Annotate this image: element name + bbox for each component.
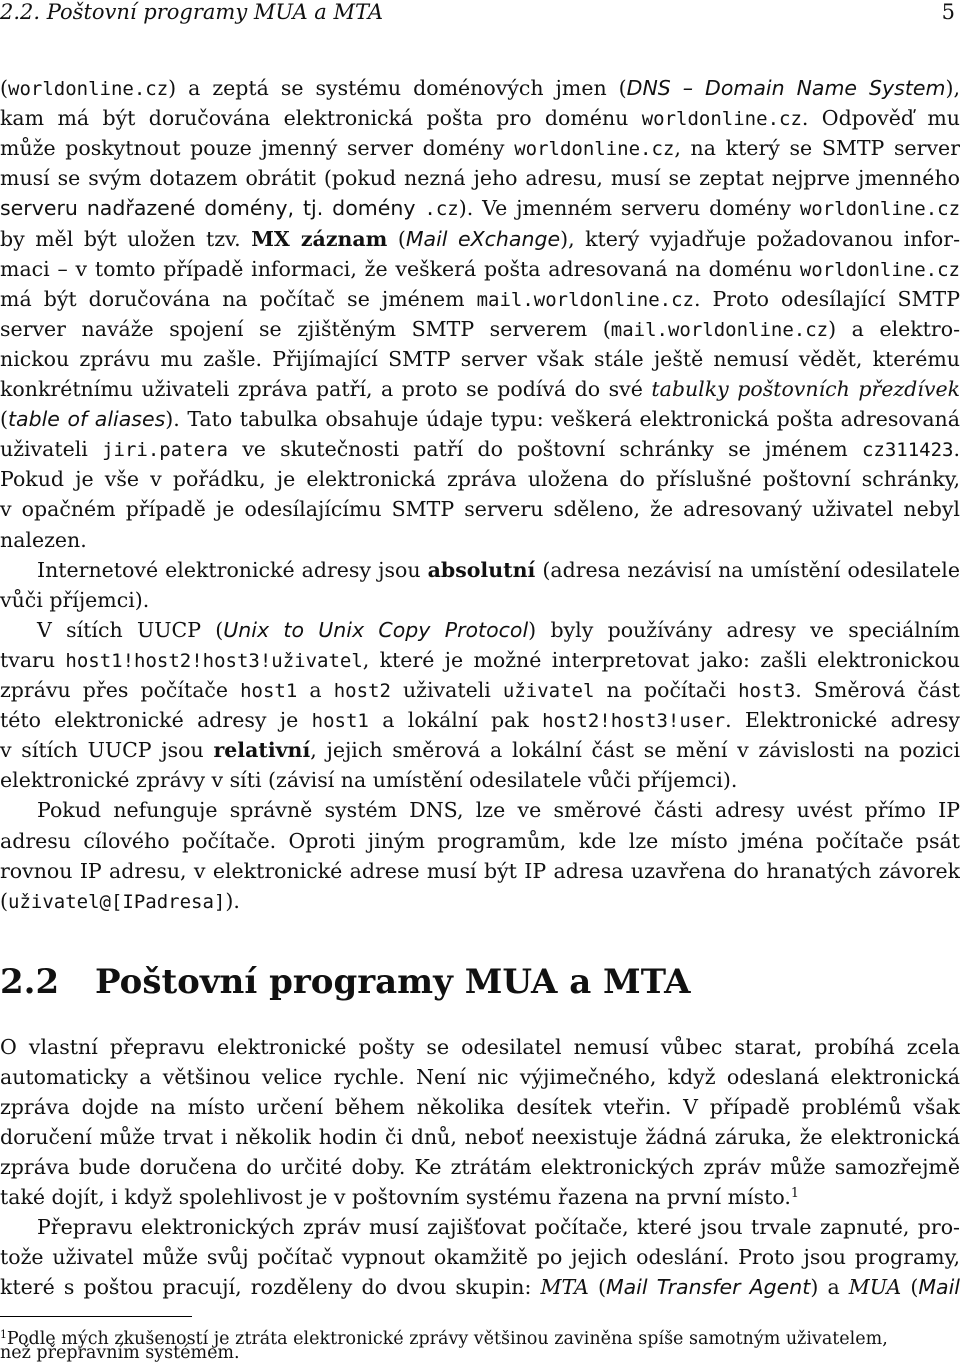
text-run: .cz — [424, 198, 459, 221]
text-line — [0, 374, 960, 404]
text-run: tvaru — [0, 647, 66, 672]
text-run: host3 — [738, 680, 796, 702]
text-run: jiri.patera — [102, 439, 228, 462]
text-run: uživateli — [390, 678, 503, 702]
text-run: host1 — [311, 710, 369, 733]
text-run: , na který se SMTP server — [674, 136, 960, 161]
text-run: na počítači — [594, 678, 739, 702]
text-line — [0, 1062, 960, 1092]
text-run: Mail eXchange — [405, 226, 561, 251]
text-run: zpráva bude doručena do určité doby. Ke ztrátám elektronických zpráv může samozřejmě — [0, 1155, 960, 1179]
footnote-marker: 1 — [0, 1328, 7, 1342]
text-run: maci – v tomto případě informaci, že veškerá pošta adresovaná na doménu — [0, 256, 800, 281]
section-heading — [0, 962, 691, 1002]
text-run: by měl být uložen tzv. — [0, 226, 252, 251]
text-run: . Odpověď mu — [801, 106, 960, 131]
text-run: host1 — [240, 680, 298, 702]
text-run: v opačném případě je odesílajícímu SMTP serveru sděleno, že adresovaný uživatel nebyl — [0, 497, 960, 522]
text-run: ( — [588, 1275, 606, 1299]
text-run: elektronické zprávy v síti (závisí na umístění odesilatele vůči příjemci). — [0, 768, 738, 793]
text-run: ), — [945, 76, 960, 100]
text-line — [0, 464, 960, 494]
text-run: cz311423 — [861, 439, 954, 462]
text-run: 1 — [790, 1185, 799, 1201]
text-run: také dojít, i když spolehlivost je v poštovním systému řazena na první místo. — [0, 1185, 791, 1209]
text-run: O vlastní přepravu elektronické pošty se odesilatel nemusí vůbec starat, probíhá zcela — [0, 1035, 960, 1059]
text-run: má být doručována na počítač se jménem — [0, 286, 477, 311]
text-run: serveru nadřazené domény, tj. domény — [0, 196, 425, 221]
text-line — [0, 765, 960, 795]
text-run: mail.worldonline.cz — [610, 318, 829, 341]
text-run: a lokální pak — [368, 708, 543, 733]
text-run: konkrétnímu uživateli zpráva patří, a proto se podívá do své — [0, 377, 652, 401]
text-run: adresu cílového počítače. Oproti jiným programům, kde lze místo jména počítače psát — [0, 828, 960, 853]
text-line — [0, 735, 960, 765]
text-run: . — [953, 437, 960, 462]
text-run: může poskytnout pouze jmenný server domény — [0, 136, 515, 161]
text-run: host1!host2!host3!uživatel — [65, 649, 363, 672]
text-run: , jejich směrová a lokální část se mění v závislosti na pozici — [310, 738, 960, 763]
text-line — [0, 494, 960, 524]
text-run: DNS – Domain Name System — [626, 76, 946, 100]
text-line — [0, 1272, 960, 1302]
text-run: ) a zeptá se systému doménových jmen ( — [168, 76, 627, 100]
text-run: worldonline.cz — [799, 258, 960, 281]
text-run: ) a elektro- — [828, 316, 960, 341]
text-line — [0, 1032, 960, 1062]
text-run: host2!host3!user — [542, 710, 726, 733]
text-run: mail.worldonline.cz — [476, 288, 694, 311]
text-line — [0, 224, 960, 254]
text-line — [0, 645, 960, 676]
text-run: . Směrová část — [795, 678, 960, 702]
text-run: zpráva dojde na místo určení během několika desítek vteřin. V případě problémů však — [0, 1095, 960, 1119]
text-run: ) byly používány adresy ve speciálním — [528, 617, 960, 642]
text-run: tože uživatel může svůj počítač vypnout okamžitě po jejich odeslání. Proto jsou programy, — [0, 1245, 960, 1269]
page-number: 5 — [941, 0, 955, 24]
text-run: ve skutečnosti patří do poštovní schránky se jménem — [227, 437, 862, 462]
footnote-line-2: než přepravním systémem. — [0, 1343, 240, 1363]
text-line — [0, 705, 960, 736]
text-line — [0, 615, 960, 645]
text-run: . Proto odesílající SMTP — [693, 286, 960, 311]
text-line — [0, 404, 960, 434]
text-run: ). Tato tabulka obsahuje údaje typu: veškerá elektronická pošta adresovaná — [165, 407, 960, 432]
text-run: Mail — [918, 1275, 960, 1299]
text-run: worldonline.cz — [641, 108, 802, 131]
text-line — [0, 344, 960, 374]
text-run: Pokud je vše v pořádku, je elektronická zpráva uložena do příslušné poštovní schránky, — [0, 467, 960, 492]
text-line — [0, 1152, 960, 1182]
text-run: ), který vyjadřuje požadovanou infor- — [560, 226, 960, 251]
section-title: Poštovní programy MUA a MTA — [95, 962, 691, 1002]
text-run: musí se svým dotazem obrátit (pokud nezná jeho adresu, musí se zeptat nejprve jmenného — [0, 166, 960, 191]
text-run: doručení může trvat i několik hodin či dnů, neboť neexistuje žádná záruka, že elektronická — [0, 1125, 960, 1149]
text-line — [0, 585, 960, 615]
text-run: ( — [0, 407, 8, 432]
text-run: této elektronické adresy je — [0, 708, 312, 733]
text-line — [0, 1212, 960, 1242]
text-run: uživateli — [0, 437, 103, 462]
text-line — [0, 886, 960, 917]
text-line — [0, 163, 960, 193]
text-line — [0, 254, 960, 285]
text-run: . Elektronické adresy — [725, 708, 960, 733]
text-line — [0, 133, 960, 164]
text-run: uživatel — [502, 680, 595, 702]
text-run: zprávu přes počítače — [0, 678, 241, 702]
footnote-continuation — [0, 1340, 960, 1366]
text-run: worldonline.cz — [8, 78, 169, 100]
text-run: worldonline.cz — [514, 138, 675, 161]
text-run: MX záznam — [251, 226, 388, 251]
text-line — [0, 525, 960, 555]
text-run: rovnou IP adresu, v elektronické adrese musí být IP adresa uzavřena do hranatých závorek — [0, 858, 960, 883]
text-run: table of aliases — [8, 407, 166, 432]
text-run: ( — [901, 1275, 919, 1299]
text-line — [0, 826, 960, 856]
text-run: uživatel@[IPadresa] — [8, 890, 226, 913]
text-line: (worldonline.cz) a zeptá se systému doménových jmen (DNS – Domain Name System), — [0, 76, 960, 100]
text-run: ) a — [810, 1275, 849, 1299]
text-run: relativní — [213, 738, 311, 763]
text-run: Přepravu elektronických zpráv musí zajišťovat počítače, které jsou trvale zapnuté, pro- — [37, 1215, 960, 1239]
footnote-rule — [0, 1316, 192, 1317]
text-run: Mail Transfer Agent — [605, 1275, 811, 1299]
running-section-title: 2.2. Poštovní programy MUA a MTA — [0, 0, 384, 24]
text-line — [0, 314, 960, 345]
text-run: ). — [225, 888, 240, 913]
text-run: absolutní — [427, 557, 536, 582]
text-run: (adresa nezávisí na umístění odesilatele — [535, 557, 960, 582]
text-line — [0, 1242, 960, 1272]
text-run: ( — [387, 226, 406, 251]
text-run: nickou zprávu mu zašle. Přijímající SMTP server však stále ještě nemusí vědět, kterému — [0, 346, 960, 371]
text-run: host2 — [333, 680, 391, 702]
text-line — [0, 1092, 960, 1122]
text-line — [0, 284, 960, 315]
text-run: V sítích UUCP ( — [37, 617, 224, 642]
text-line — [0, 103, 960, 134]
text-line — [0, 193, 960, 224]
text-run: v sítích UUCP jsou — [0, 738, 214, 763]
text-line — [0, 1122, 960, 1152]
text-run: MUA — [848, 1275, 902, 1299]
text-line — [0, 1182, 960, 1212]
text-run: vůči příjemci). — [0, 587, 150, 612]
text-run: ( — [0, 888, 8, 913]
text-run: automaticky a většinou velice rychle. Není nic výjimečného, když odeslaná elektronická — [0, 1065, 960, 1089]
text-run: Pokud nefunguje správně systém DNS, lze ve směrové části adresy uvést přímo IP — [37, 798, 960, 823]
text-run: , které je možné interpretovat jako: zašli elektronickou — [362, 647, 960, 672]
text-line — [0, 675, 960, 706]
text-run: ). Ve jmenném serveru domény — [458, 196, 800, 221]
text-run: worldonline.cz — [799, 198, 960, 221]
text-line — [0, 555, 960, 585]
running-header — [0, 0, 960, 26]
text-run: které s poštou pracují, rozděleny do dvou skupin: — [0, 1275, 541, 1299]
text-run: Internetové elektronické adresy jsou — [37, 557, 428, 582]
section-number: 2.2 — [0, 962, 60, 1002]
text-line — [0, 434, 960, 465]
text-run: nalezen. — [0, 527, 87, 552]
footnote-line-1: Podle mých zkušeností je ztráta elektronické zprávy většinou zaviněna spíše samotným uživatelem, — [6, 1329, 888, 1349]
text-run: Unix to Unix Copy Protocol — [223, 617, 529, 642]
text-run: a — [297, 678, 334, 702]
text-run: kam má být doručována elektronická pošta pro doménu — [0, 106, 642, 131]
text-run: server naváže spojení se zjištěným SMTP serverem ( — [0, 316, 611, 341]
text-run: MTA — [540, 1275, 589, 1299]
text-line — [0, 856, 960, 886]
text-run: tabulky poštovních přezdívek — [651, 377, 960, 401]
text-line — [0, 795, 960, 825]
